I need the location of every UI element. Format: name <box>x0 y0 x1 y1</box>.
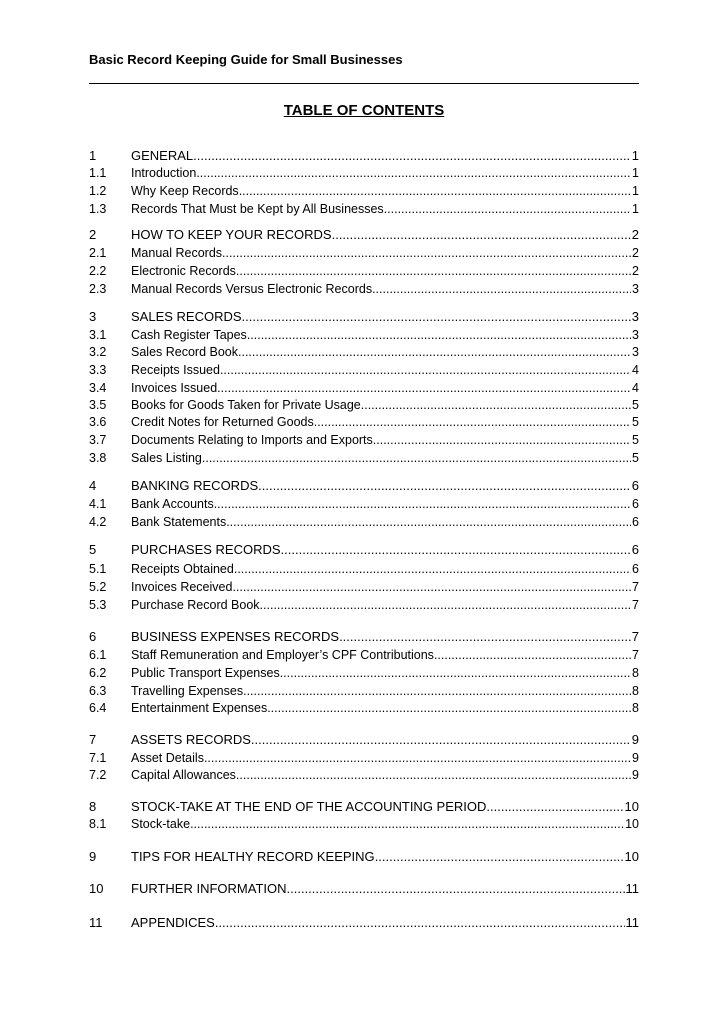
toc-page-number: 11 <box>625 881 639 896</box>
toc-entry-number: 10 <box>89 881 104 896</box>
toc-entry-label: SALES RECORDS <box>131 309 242 324</box>
toc-entry-body <box>131 699 639 717</box>
toc-page-number: 7 <box>632 598 639 612</box>
toc-entry-number: 7.2 <box>89 768 107 782</box>
toc-subsection-entry[interactable] <box>89 646 639 664</box>
toc-dot-leader <box>204 749 631 767</box>
toc-entry-number: 3.3 <box>89 363 107 377</box>
toc-entry-body <box>131 182 639 200</box>
toc-entry-body <box>131 449 639 467</box>
toc-entry-number: 5.3 <box>89 598 107 612</box>
toc-page-number: 10 <box>624 849 639 864</box>
toc-entry-number: 2.3 <box>89 282 107 296</box>
toc-entry-number: 2.2 <box>89 264 107 278</box>
toc-page-number: 6 <box>632 562 639 576</box>
toc-entry-label: PURCHASES RECORDS <box>131 542 281 557</box>
toc-entry-label: BUSINESS EXPENSES RECORDS <box>131 629 340 644</box>
toc-dot-leader <box>220 361 631 379</box>
toc-entry-label: Staff Remuneration and Employer’s CPF Contributions <box>131 648 434 662</box>
toc-page-number: 8 <box>632 684 639 698</box>
toc-entry-body <box>131 413 639 431</box>
running-header: Basic Record Keeping Guide for Small Businesses <box>89 52 403 67</box>
toc-section-entry[interactable] <box>89 628 639 646</box>
toc-subsection-entry[interactable] <box>89 413 639 431</box>
toc-dot-leader <box>258 477 631 495</box>
toc-dot-leader <box>361 396 631 414</box>
toc-entry-label: TIPS FOR HEALTHY RECORD KEEPING <box>131 849 375 864</box>
toc-entry-label: Stock-take <box>131 817 191 831</box>
toc-entry-body <box>131 477 639 495</box>
toc-dot-leader <box>193 147 631 165</box>
toc-entry-number: 2.1 <box>89 246 107 260</box>
toc-page-number: 11 <box>625 915 639 930</box>
toc-subsection-entry[interactable] <box>89 495 639 513</box>
toc-entry-number: 1.3 <box>89 202 107 216</box>
toc-section-entry[interactable] <box>89 848 639 866</box>
toc-entry-number: 3.2 <box>89 345 107 359</box>
toc-entry-number: 5.2 <box>89 580 107 594</box>
toc-page-number: 2 <box>631 227 639 242</box>
toc-entry-body <box>131 664 639 682</box>
toc-entry-body <box>131 578 639 596</box>
toc-entry-label: HOW TO KEEP YOUR RECORDS <box>131 227 332 242</box>
toc-entry-number: 7.1 <box>89 751 107 765</box>
toc-entry-number: 3.7 <box>89 433 107 447</box>
toc-page-number: 9 <box>631 732 639 747</box>
toc-subsection-entry[interactable] <box>89 396 639 414</box>
toc-entry-number: 6.1 <box>89 648 107 662</box>
toc-entry-body <box>131 308 639 326</box>
toc-dot-leader <box>267 699 631 717</box>
toc-entry-number: 3.4 <box>89 381 107 395</box>
toc-dot-leader <box>281 541 631 559</box>
toc-entry-body <box>131 431 639 449</box>
toc-subsection-entry[interactable] <box>89 560 639 578</box>
toc-entry-body <box>131 815 639 833</box>
header-rule <box>89 83 639 84</box>
toc-entry-body <box>131 596 639 614</box>
toc-dot-leader <box>236 262 631 280</box>
toc-entry-body <box>131 495 639 513</box>
toc-section-entry[interactable] <box>89 308 639 326</box>
toc-entry-label: APPENDICES <box>131 915 215 930</box>
toc-entry-number: 7 <box>89 732 97 747</box>
toc-entry-label: Credit Notes for Returned Goods <box>131 415 314 429</box>
toc-entry-number: 4.2 <box>89 515 107 529</box>
toc-subsection-entry[interactable] <box>89 749 639 767</box>
toc-dot-leader <box>222 244 631 262</box>
toc-entry-body <box>131 343 639 361</box>
toc-subsection-entry[interactable] <box>89 449 639 467</box>
toc-subsection-entry[interactable] <box>89 815 639 833</box>
toc-dot-leader <box>339 628 631 646</box>
toc-subsection-entry[interactable] <box>89 164 639 182</box>
toc-entry-number: 3 <box>89 309 97 324</box>
toc-page-number: 9 <box>632 768 639 782</box>
toc-dot-leader <box>242 308 631 326</box>
toc-entry-number: 1.2 <box>89 184 107 198</box>
toc-subsection-entry[interactable] <box>89 326 639 344</box>
toc-page-number: 3 <box>632 345 639 359</box>
toc-dot-leader <box>280 664 631 682</box>
toc-dot-leader <box>202 449 631 467</box>
toc-page-number: 1 <box>632 166 639 180</box>
toc-entry-label: Invoices Issued <box>131 381 218 395</box>
toc-entry-body <box>131 244 639 262</box>
toc-page-number: 10 <box>625 817 639 831</box>
toc-entry-number: 4 <box>89 478 97 493</box>
toc-entry-body <box>131 513 639 531</box>
toc-page-number: 9 <box>632 751 639 765</box>
toc-dot-leader <box>314 413 631 431</box>
toc-entry-label: Receipts Issued <box>131 363 220 377</box>
toc-dot-leader <box>251 731 631 749</box>
toc-entry-label: Cash Register Tapes <box>131 328 247 342</box>
toc-entry-number: 5.1 <box>89 562 107 576</box>
toc-entry-number: 1.1 <box>89 166 107 180</box>
toc-subsection-entry[interactable] <box>89 578 639 596</box>
toc-subsection-entry[interactable] <box>89 596 639 614</box>
toc-section-entry[interactable] <box>89 880 639 898</box>
toc-dot-leader <box>486 798 623 816</box>
toc-dot-leader <box>434 646 631 664</box>
toc-entry-number: 5 <box>89 542 97 557</box>
toc-dot-leader <box>238 343 631 361</box>
toc-entry-body <box>131 682 639 700</box>
toc-entry-body <box>131 914 639 932</box>
toc-entry-number: 6.3 <box>89 684 107 698</box>
toc-entry-body <box>131 798 639 816</box>
toc-dot-leader <box>234 560 631 578</box>
toc-title: TABLE OF CONTENTS <box>283 102 445 119</box>
toc-page-number: 3 <box>632 282 639 296</box>
toc-entry-body <box>131 280 639 298</box>
toc-entry-label: ASSETS RECORDS <box>131 732 251 747</box>
toc-dot-leader <box>260 596 632 614</box>
toc-dot-leader <box>247 326 631 344</box>
toc-entry-body <box>131 880 639 898</box>
toc-page-number: 6 <box>632 497 639 511</box>
toc-entry-body <box>131 749 639 767</box>
toc-dot-leader <box>372 280 631 298</box>
toc-entry-body <box>131 226 639 244</box>
toc-entry-label: Receipts Obtained <box>131 562 234 576</box>
toc-dot-leader <box>226 513 631 531</box>
toc-subsection-entry[interactable] <box>89 280 639 298</box>
toc-entry-label: Manual Records Versus Electronic Records <box>131 282 373 296</box>
toc-page-number: 4 <box>632 381 639 395</box>
toc-entry-number: 4.1 <box>89 497 107 511</box>
toc-entry-body <box>131 731 639 749</box>
toc-section-entry[interactable] <box>89 798 639 816</box>
toc-page-number: 5 <box>632 451 639 465</box>
toc-entry-number: 2 <box>89 227 97 242</box>
toc-page-number: 1 <box>632 202 639 216</box>
toc-entry-body <box>131 646 639 664</box>
toc-entry-number: 11 <box>89 915 103 930</box>
toc-entry-label: Documents Relating to Imports and Exports <box>131 433 373 447</box>
toc-page-number: 5 <box>632 433 639 447</box>
toc-section-entry[interactable] <box>89 226 639 244</box>
toc-entry-body <box>131 766 639 784</box>
toc-entry-label: Capital Allowances <box>131 768 236 782</box>
toc-entry-body <box>131 541 639 559</box>
toc-subsection-entry[interactable] <box>89 361 639 379</box>
toc-entry-body <box>131 164 639 182</box>
toc-subsection-entry[interactable] <box>89 379 639 397</box>
toc-entry-body <box>131 560 639 578</box>
toc-subsection-entry[interactable] <box>89 682 639 700</box>
toc-entry-number: 3.1 <box>89 328 107 342</box>
toc-dot-leader <box>217 379 631 397</box>
toc-entry-label: Bank Accounts <box>131 497 214 511</box>
toc-dot-leader <box>373 431 631 449</box>
toc-page-number: 10 <box>624 799 639 814</box>
toc-page-number: 7 <box>632 580 639 594</box>
toc-page-number: 6 <box>632 515 639 529</box>
toc-section-entry[interactable] <box>89 477 639 495</box>
toc-entry-body <box>131 361 639 379</box>
toc-entry-body <box>131 326 639 344</box>
toc-entry-number: 9 <box>89 849 97 864</box>
toc-dot-leader <box>214 495 631 513</box>
toc-subsection-entry[interactable] <box>89 431 639 449</box>
toc-entry-label: GENERAL <box>131 148 194 163</box>
toc-entry-number: 6.2 <box>89 666 107 680</box>
toc-subsection-entry[interactable] <box>89 262 639 280</box>
toc-dot-leader <box>239 182 631 200</box>
toc-entry-number: 3.5 <box>89 398 107 412</box>
toc-subsection-entry[interactable] <box>89 513 639 531</box>
toc-page-number: 3 <box>632 328 639 342</box>
toc-entry-label: Why Keep Records <box>131 184 239 198</box>
toc-entry-label: Books for Goods Taken for Private Usage <box>131 398 361 412</box>
toc-page-number: 2 <box>632 264 639 278</box>
toc-entry-body <box>131 848 639 866</box>
toc-entry-label: Entertainment Expenses <box>131 701 268 715</box>
toc-page-number: 8 <box>632 701 639 715</box>
toc-entry-number: 8.1 <box>89 817 107 831</box>
toc-page-number: 4 <box>632 363 639 377</box>
toc-entry-label: Travelling Expenses <box>131 684 244 698</box>
toc-section-entry[interactable] <box>89 541 639 559</box>
toc-dot-leader <box>332 226 631 244</box>
toc-dot-leader <box>215 914 625 932</box>
toc-entry-number: 6.4 <box>89 701 107 715</box>
toc-subsection-entry[interactable] <box>89 244 639 262</box>
toc-entry-label: Purchase Record Book <box>131 598 260 612</box>
toc-entry-label: BANKING RECORDS <box>131 478 259 493</box>
toc-entry-number: 8 <box>89 799 97 814</box>
toc-dot-leader <box>190 815 624 833</box>
toc-page-number: 8 <box>632 666 639 680</box>
toc-subsection-entry[interactable] <box>89 343 639 361</box>
toc-page-number: 7 <box>631 629 639 644</box>
toc-page-number: 6 <box>631 542 639 557</box>
toc-section-entry[interactable] <box>89 914 639 932</box>
toc-subsection-entry[interactable] <box>89 664 639 682</box>
toc-dot-leader <box>287 880 625 898</box>
toc-entry-body <box>131 200 639 218</box>
toc-section-entry[interactable] <box>89 731 639 749</box>
toc-dot-leader <box>384 200 631 218</box>
toc-entry-number: 6 <box>89 629 97 644</box>
toc-dot-leader <box>375 848 624 866</box>
toc-entry-number: 1 <box>89 148 97 163</box>
toc-entry-label: Sales Record Book <box>131 345 239 359</box>
toc-subsection-entry[interactable] <box>89 699 639 717</box>
toc-dot-leader <box>232 578 631 596</box>
toc-page-number: 1 <box>631 148 639 163</box>
toc-entry-label: FURTHER INFORMATION <box>131 881 287 896</box>
toc-entry-label: Sales Listing <box>131 451 202 465</box>
toc-entry-body <box>131 396 639 414</box>
toc-dot-leader <box>243 682 631 700</box>
toc-dot-leader <box>236 766 631 784</box>
toc-entry-label: Asset Details <box>131 751 204 765</box>
toc-entry-label: Manual Records <box>131 246 223 260</box>
toc-subsection-entry[interactable] <box>89 200 639 218</box>
toc-entry-body <box>131 147 639 165</box>
toc-entry-label: Electronic Records <box>131 264 236 278</box>
toc-entry-body <box>131 628 639 646</box>
toc-page-number: 5 <box>632 415 639 429</box>
toc-page-number: 6 <box>631 478 639 493</box>
toc-dot-leader <box>196 164 631 182</box>
toc-entry-number: 3.8 <box>89 451 107 465</box>
toc-page-number: 2 <box>632 246 639 260</box>
toc-entry-label: Bank Statements <box>131 515 227 529</box>
toc-subsection-entry[interactable] <box>89 182 639 200</box>
toc-page-number: 3 <box>631 309 639 324</box>
toc-page-number: 1 <box>632 184 639 198</box>
toc-entry-label: Introduction <box>131 166 197 180</box>
toc-entry-body <box>131 262 639 280</box>
toc-entry-label: Public Transport Expenses <box>131 666 280 680</box>
toc-entry-label: STOCK-TAKE AT THE END OF THE ACCOUNTING PERIOD <box>131 799 487 814</box>
toc-entry-label: Records That Must be Kept by All Businesses <box>131 202 384 216</box>
toc-entry-label: Invoices Received <box>131 580 233 594</box>
toc-page-number: 5 <box>632 398 639 412</box>
toc-page-number: 7 <box>632 648 639 662</box>
toc-section-entry[interactable] <box>89 147 639 165</box>
toc-entry-number: 3.6 <box>89 415 107 429</box>
toc-entry-body <box>131 379 639 397</box>
toc-subsection-entry[interactable] <box>89 766 639 784</box>
